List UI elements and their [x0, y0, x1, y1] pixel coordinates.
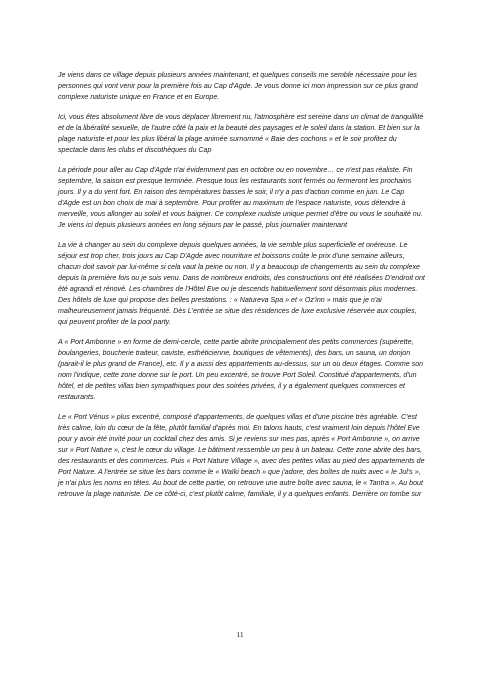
page-number: 11 — [236, 630, 244, 639]
paragraph-changes: La vie à changer au sein du complexe depuis quelques années, la vie semble plus superficielle et onéreuse. Le séjour est trop cher, trois jours au Cap D'Agde avec nourriture et boissons coûte le prix d'une semaine ailleurs, chacun doit savoir par lui-même si cela vaut la peine ou non. Il y a beaucoup de changements au sein du complexe depuis la première fois ou je suis venu. Dans de nombreux endroits, des constructions ont été réalisées D'endroit ont été agrandi et rénové. Les chambres de l'Hôtel Eve ou je descends habituellement sont désormais plus modernes. Des hôtels de luxe qui propose des belles prestations. : « Natureva Spa » et « Oz'inn » mais que je n'ai malheureusement jamais fréquenté. Dès L'entrée se situe des résidences de luxe exclusive réservée aux couples, qui peuvent profiter de la pool party. — [58, 241, 425, 326]
paragraph-season: La période pour aller au Cap d'Agde n'ai évidemment pas en octobre ou en novembre… ce n'est pas réaliste. Fin septembre, la saison est presque terminée. Presque tous les restaurants sont fermés ou fermeront les prochains jours. Il y a du vent fort. En raison des températures basses le soir, il n'y a pas d'action comme en juin. Le Cap d'Agde est un bon choix de mai à septembre. Pour profiter au maximum de l'espace naturiste, vous détendre à merveille, vous allonger au soleil et vous baigner. Ce complexe nudiste unique permet d'être ou vous le souhaité nu. Je viens ici depuis plusieurs années en long séjours par le passé, plus journalier maintenant — [58, 166, 423, 229]
paragraph-port-ambonne: A « Port Ambonne » en forme de demi-cercle, cette partie abrite principalement des petits commerces (supérette, boulangeries, boucherie traiteur, caviste, esthéticienne, boutiques de vêtements), des bars, un sauna, un donjon (parait-il le plus grand de France), etc. Il y a aussi des appartements au-dessus, sur un ou deux étages. Comme son nom l'indique, cette zone donne sur le port. Un peu excentré, se trouve Port Soleil. Constitué d'appartements, d'un hôtel, et de petites villas bien sympathiques pour des soirées privées, il y a également quelques commerces et restaurants. — [58, 338, 424, 401]
page-body — [58, 70, 425, 509]
paragraph-freedom: Ici, vous êtes absolument libre de vous déplacer librement nu, l'atmosphère est sereine dans un climat de tranquillité et de la libéralité sexuelle, de l'autre côté la paix et la beauté des paysages et le soleil dans la station. Et bien sur la plage naturiste et pour les plus libéral la plage animée surnommé « Baie des cochons » et le soir profitez du spectacle dans les clubs et discothèques du Cap — [58, 113, 424, 154]
paragraph-port-venus: Le « Port Vénus » plus excentré, composé d'appartements, de quelques villas et d'une piscine très agréable. C'est très calme, loin du cœur de la fête, plutôt familial d'après moi. En talons hauts, c'est vraiment loin depuis l'hôtel Eve pour y avoir été invité pour un cocktail chez des amis. Si je reviens sur mes pas, après « Port Ambonne », on arrive sur » Port Nature », c'est le cœur du village. Le bâtiment ressemble un peu à un bateau. Cette zone abrite des bars, des restaurants et des commerces. Puis « Port Nature Village », avec des petites villas au pied des appartements de Port Nature. A l'entrée se situe les bars comme le « Waïki beach » que j'adore, des boîtes de nuits avec « le Jul's », je n'ai plus les noms en têtes. Au bout de cette partie, on retrouve une autre boîte avec sauna, le « Tantra ». Au bout retrouve la plage naturiste. De ce côté-ci, c'est plutôt calme, familiale, il y a quelques enfants. Derrière on tombe sur — [58, 413, 425, 498]
paragraph-intro: Je viens dans ce village depuis plusieurs années maintenant, et quelques conseils me semble nécessaire pour les personnes qui vont venir pour la première fois au Cap d'Agde. Je vous donne ici mon impression sur ce plus grand complexe naturiste unique en France et en Europe. — [58, 71, 418, 101]
